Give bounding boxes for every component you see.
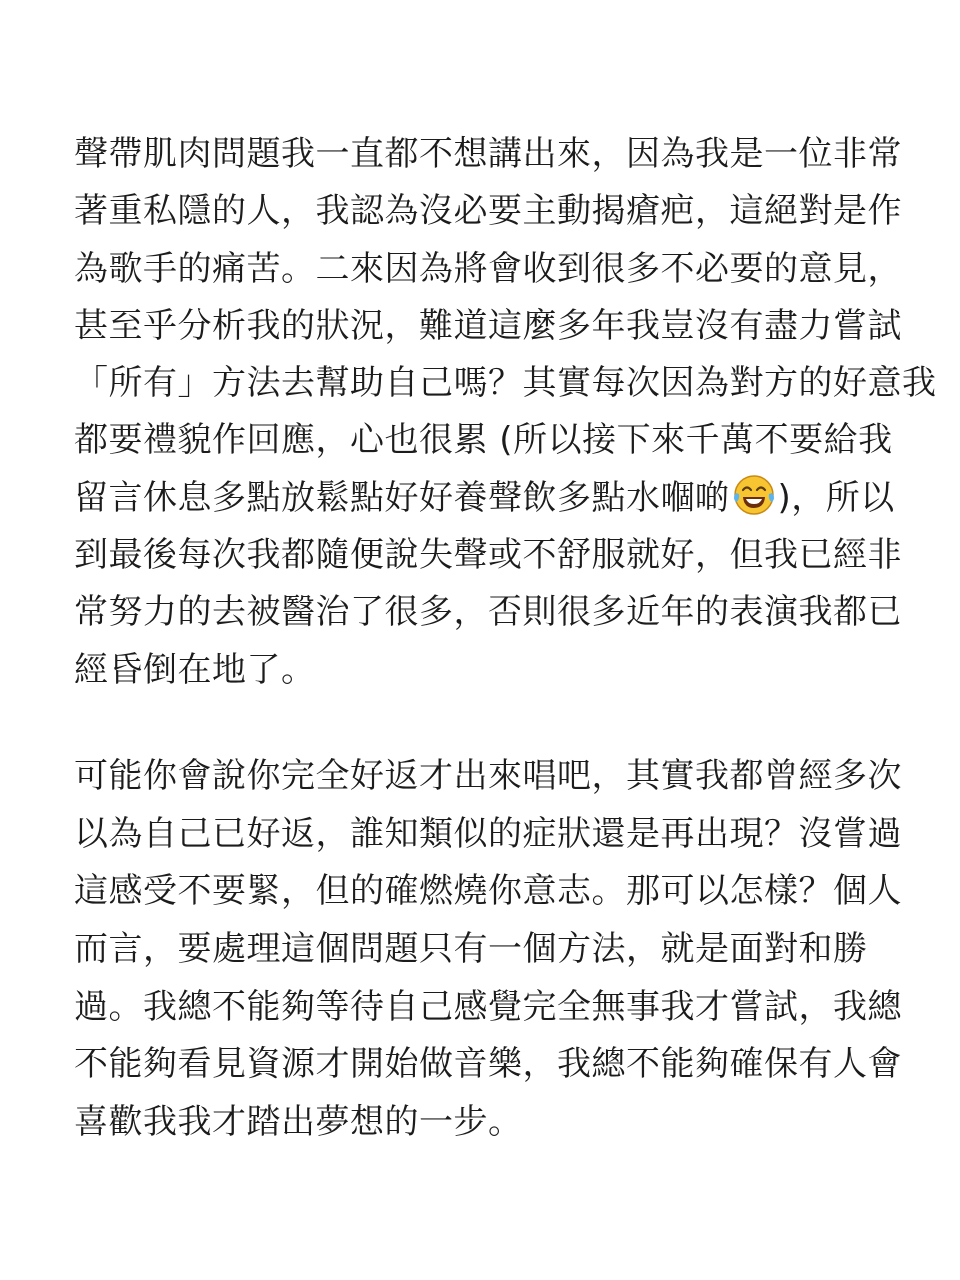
text-line: 過。我總不能夠等待自己感覺完全無事我才嘗試，我總: [74, 986, 902, 1027]
text-line: 以為自己已好返，誰知類似的症狀還是再出現？沒嘗過: [74, 813, 902, 854]
paragraph-1: [74, 126, 937, 699]
text-segment: )，所以: [777, 477, 895, 518]
text-line: 可能你會說你完全好返才出來唱吧，其實我都曾經多次: [74, 756, 902, 796]
text-line: 著重私隱的人，我認為沒必要主動揭瘡疤，這絕對是作: [74, 191, 902, 232]
text-line: 甚至乎分析我的狀況，難道這麼多年我豈沒有盡力嘗試: [74, 305, 902, 346]
text-line: 不能夠看見資源才開始做音樂，我總不能夠確保有人會: [74, 1044, 902, 1085]
text-line: 這感受不要緊，但的確燃燒你意志。那可以怎樣？個人: [74, 871, 902, 912]
text-line: 都要禮貌作回應，心也很累 (所以接下來千萬不要給我: [74, 420, 893, 461]
text-line: 喜歡我我才踏出夢想的一步。: [74, 1102, 523, 1143]
text-line: 經昏倒在地了。: [74, 649, 316, 690]
text-segment: 留言休息多點放鬆點好好養聲飲多點水嗰啲: [74, 477, 730, 518]
face-with-tears-of-joy-icon: [732, 473, 776, 517]
text-line: 常努力的去被醫治了很多，否則很多近年的表演我都已: [74, 592, 902, 633]
text-line: 「所有」方法去幫助自己嗎？其實每次因為對方的好意我: [74, 363, 937, 404]
paragraph-2: [74, 748, 914, 1152]
text-line: 為歌手的痛苦。二來因為將會收到很多不必要的意見，: [74, 248, 902, 289]
text-line-with-emoji: [74, 470, 914, 527]
text-line: 到最後每次我都隨便說失聲或不舒服就好，但我已經非: [74, 535, 902, 576]
text-line: 而言，要處理這個問題只有一個方法，就是面對和勝: [74, 929, 868, 970]
text-line: 聲帶肌肉問題我一直都不想講出來，因為我是一位非常: [74, 134, 902, 174]
